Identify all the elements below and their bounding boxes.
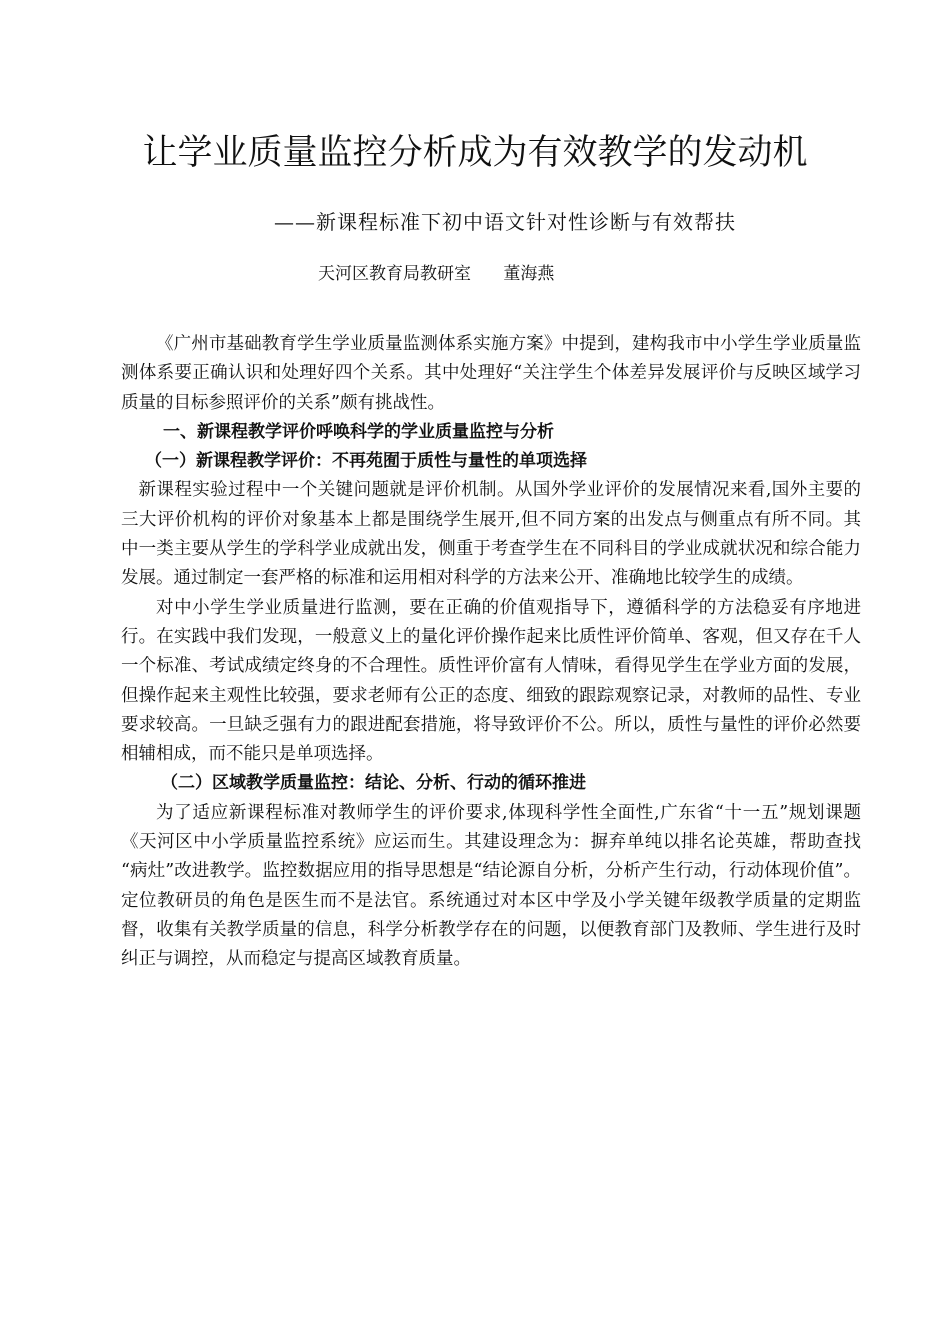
section-1-2-heading: （二）区域教学质量监控：结论、分析、行动的循环推进	[161, 773, 586, 794]
document-body	[121, 330, 861, 975]
section-1-heading: 一、新课程教学评价呼唤科学的学业质量监控与分析	[163, 421, 554, 442]
body-paragraph-1: 新课程实验过程中一个关键问题就是评价机制。从国外学业评价的发展情况来看,国外主要的三大评价机构的评价对象基本上都是围绕学生展开,但不同方案的出发点与侧重点有所不同。其中一类主要从学生的学科学业成就出发，侧重于考查学生在不同科目的学业成就状况和综合能力发展。通过制定一套严格的标准和运用相对科学的方法来公开、准确地比较学生的成绩。	[121, 480, 861, 589]
section-1-1-heading: （一）新课程教学评价：不再苑囿于质性与量性的单项选择	[145, 451, 587, 472]
author-line: 天河区教育局教研室 董海燕	[318, 264, 555, 284]
document-title: 让学业质量监控分析成为有效教学的发动机	[142, 133, 808, 173]
body-paragraph-3: 为了适应新课程标准对教师学生的评价要求,体现科学性全面性,广东省“十一五”规划课题《天河区中小学质量监控系统》应运而生。其建设理念为：摒弃单纯以排名论英雄，帮助查找 “病灶”改进教学。监控数据应用的指导思想是“结论源自分析，分析产生行动，行动体现价值”。定位教研员的角色是医生而不是法官。系统通过对本区中学及小学关键年级教学质量的定期监督，收集有关教学质量的信息，科学分析教学存在的问题，以便教育部门及教师、学生进行及时纠正与调控，从而稳定与提高区域教育质量。	[121, 802, 861, 970]
document-subtitle: ——新课程标准下初中语文针对性诊断与有效帮扶	[274, 210, 736, 234]
intro-paragraph: 《广州市基础教育学生学业质量监测体系实施方案》中提到，建构我市中小学生学业质量监测体系要正确认识和处理好四个关系。其中处理好“关注学生个体差异发展评价与反映区域学习质量的目标参照评价的关系”颇有挑战性。	[121, 334, 861, 413]
body-paragraph-2: 对中小学生学业质量进行监测，要在正确的价值观指导下，遵循科学的方法稳妥有序地进行。在实践中我们发现，一般意义上的量化评价操作起来比质性评价简单、客观，但又存在千人一个标准、考试成绩定终身的不合理性。质性评价富有人情味，看得见学生在学业方面的发展，但操作起来主观性比较强，要求老师有公正的态度、细致的跟踪观察记录，对教师的品性、专业要求较高。一旦缺乏强有力的跟进配套措施，将导致评价不公。所以，质性与量性的评价必然要相辅相成，而不能只是单项选择。	[121, 597, 861, 765]
